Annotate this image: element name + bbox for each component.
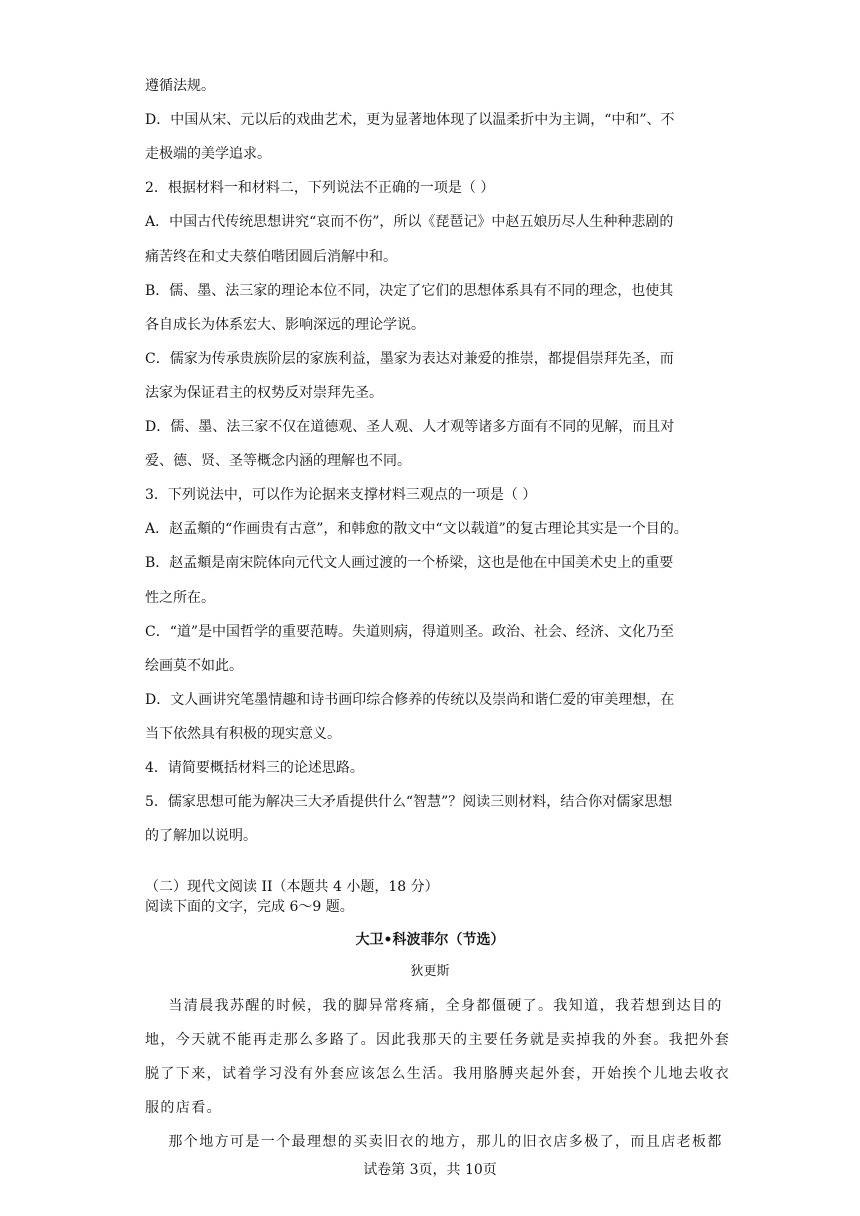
text-line: 4．请简要概括材料三的论述思路。 bbox=[145, 760, 364, 776]
passage-line: 地，今天就不能再走那么多路了。因此我那天的主要任务就是卖掉我的外套。我把外套 bbox=[145, 1032, 731, 1048]
text-line: 当下依然具有积极的现实意义。 bbox=[145, 725, 341, 742]
text-line: A．中国古代传统思想讲究“哀而不伤”，所以《琵琶记》中赵五娘历尽人生种种悲剧的 bbox=[145, 214, 674, 231]
text-line: B．赵孟頫是南宋院体向元代文人画过渡的一个桥梁，这也是他在中国美术史上的重要 bbox=[145, 555, 674, 572]
text-line: 性之所在。 bbox=[145, 589, 215, 606]
text-line: A．赵孟頫的“作画贵有古意”，和韩愈的散文中“文以载道”的复古理论其实是一个目的。 bbox=[145, 521, 688, 538]
text-line: 法家为保证君主的权势反对崇拜先圣。 bbox=[145, 384, 383, 401]
passage-line: 脱了下来，试着学习没有外套应该怎么生活。我用胳膊夹起外套，开始挨个儿地去收衣 bbox=[145, 1066, 731, 1082]
page-footer: 试卷第 3页，共 10页 bbox=[363, 1162, 497, 1178]
text-line: 3．下列说法中，可以作为论据来支撑材料三观点的一项是（ ） bbox=[145, 487, 537, 504]
text-line: D．儒、墨、法三家不仅在道德观、圣人观、人才观等诸多方面有不同的见解，而且对 bbox=[145, 419, 675, 435]
text-line: 各自成长为体系宏大、影响深远的理论学说。 bbox=[145, 316, 425, 333]
text-line: C．“道”是中国哲学的重要范畴。失道则病，得道则圣。政治、社会、经济、文化乃至 bbox=[145, 623, 675, 640]
text-line: 走极端的美学追求。 bbox=[145, 146, 271, 163]
text-line: 2．根据材料一和材料二，下列说法不正确的一项是（ ） bbox=[145, 180, 495, 197]
passage-line: 当清晨我苏醒的时候，我的脚异常疼痛，全身都僵硬了。我知道，我若想到达目的 bbox=[145, 998, 723, 1014]
passage-line: 服的店看。 bbox=[145, 1100, 222, 1116]
text-line: 遵循法规。 bbox=[145, 78, 215, 94]
section-heading: （二）现代文阅读 II（本题共 4 小题，18 分） bbox=[145, 879, 439, 895]
text-line: 的了解加以说明。 bbox=[145, 828, 257, 845]
text-line: B．儒、墨、法三家的理论本位不同，决定了它们的思想体系具有不同的理念，也使其 bbox=[145, 282, 674, 299]
text-line: C．儒家为传承贵族阶层的家族利益，墨家为表达对兼爱的推崇，都提倡崇拜先圣，而 bbox=[145, 350, 674, 367]
text-line: D．中国从宋、元以后的戏曲艺术，更为显著地体现了以温柔折中为主调，“中和”、不 bbox=[145, 112, 675, 129]
passage-line: 那个地方可是一个最理想的买卖旧衣的地方，那儿的旧衣店多极了，而且店老板都 bbox=[145, 1134, 723, 1150]
text-line: 痛苦终在和丈夫蔡伯喈团圆后消解中和。 bbox=[145, 248, 397, 265]
text-line: 爱、德、贤、圣等概念内涵的理解也不同。 bbox=[145, 453, 411, 470]
text-line: 绘画莫不如此。 bbox=[145, 657, 243, 674]
passage-title: 大卫•科波菲尔（节选） bbox=[355, 932, 505, 948]
passage-author: 狄更斯 bbox=[410, 964, 450, 979]
text-line: D．文人画讲究笔墨情趣和诗书画印综合修养的传统以及崇尚和谐仁爱的审美理想，在 bbox=[145, 691, 675, 708]
text-line: 5．儒家思想可能为解决三大矛盾提供什么“智慧”？阅读三则材料，结合你对儒家思想 bbox=[145, 794, 673, 811]
section-instruction: 阅读下面的文字，完成 6～9 题。 bbox=[145, 899, 354, 915]
